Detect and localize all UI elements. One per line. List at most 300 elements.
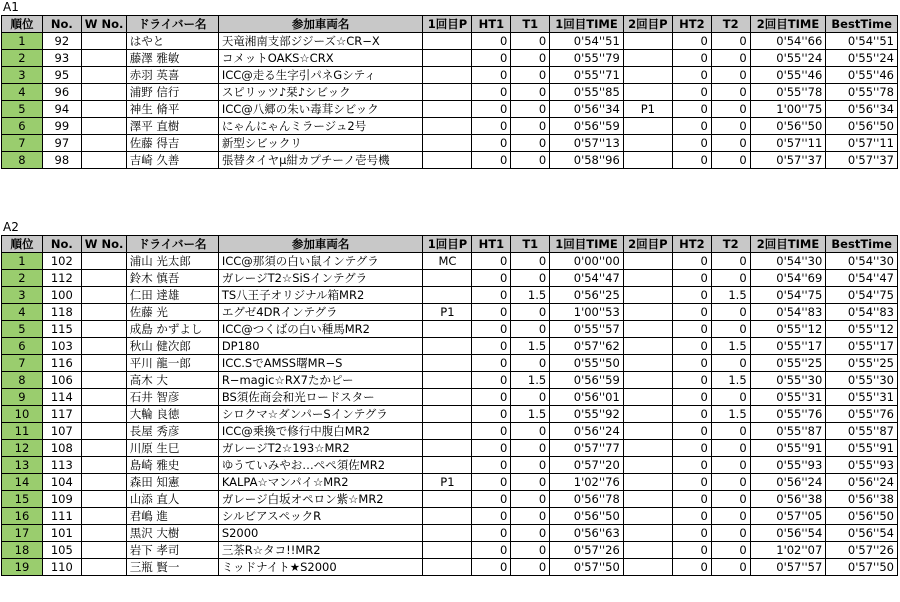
cell-car-no: 107 [42, 423, 81, 440]
cell-car-name: ICC@那須の白い鼠インテグラ [218, 253, 423, 270]
cell-ht2: 0 [672, 474, 711, 491]
cell-driver-name: 長屋 秀彦 [126, 423, 218, 440]
cell-car-name: コメットOAKS☆CRX [218, 50, 423, 67]
cell-run2-time: 0'55''31 [750, 389, 826, 406]
cell-rank: 13 [2, 457, 43, 474]
column-header-rank: 順位 [2, 16, 43, 33]
cell-run2-penalty [623, 50, 672, 67]
cell-t1: 0 [511, 423, 550, 440]
cell-best-time: 0'57''26 [826, 542, 898, 559]
cell-rank: 12 [2, 440, 43, 457]
cell-ht1: 0 [472, 423, 511, 440]
header-row [2, 236, 898, 253]
cell-driver-name: はやと [126, 33, 218, 50]
table-row [2, 389, 898, 406]
cell-ht2: 0 [672, 338, 711, 355]
cell-run2-penalty [623, 559, 672, 576]
cell-run2-penalty [623, 84, 672, 101]
cell-t2: 0 [711, 440, 750, 457]
cell-run2-time: 0'55''12 [750, 321, 826, 338]
results-table-a2 [1, 235, 898, 576]
cell-run1-penalty [423, 372, 472, 389]
cell-best-time: 0'56''54 [826, 525, 898, 542]
cell-run1-penalty [423, 508, 472, 525]
cell-car-name: エグゼ4DRインテグラ [218, 304, 423, 321]
table-row [2, 491, 898, 508]
cell-run2-penalty [623, 406, 672, 423]
table-row [2, 355, 898, 372]
cell-driver-name: 大輪 良徳 [126, 406, 218, 423]
cell-run1-time: 0'57''26 [550, 542, 624, 559]
cell-w-no [81, 135, 126, 152]
cell-best-time: 0'57''50 [826, 559, 898, 576]
cell-rank: 6 [2, 118, 43, 135]
cell-ht2: 0 [672, 84, 711, 101]
column-header-car-no: No. [42, 236, 81, 253]
cell-ht2: 0 [672, 67, 711, 84]
cell-run1-time: 0'56''59 [550, 372, 624, 389]
cell-ht1: 0 [472, 84, 511, 101]
cell-run1-time: 0'55''50 [550, 355, 624, 372]
cell-car-no: 112 [42, 270, 81, 287]
cell-t2: 0 [711, 253, 750, 270]
cell-ht1: 0 [472, 33, 511, 50]
cell-run1-time: 0'56''78 [550, 491, 624, 508]
cell-w-no [81, 152, 126, 169]
cell-run1-penalty: P1 [423, 474, 472, 491]
cell-best-time: 0'55''78 [826, 84, 898, 101]
cell-car-no: 96 [42, 84, 81, 101]
table-row [2, 423, 898, 440]
column-header-ht2: HT2 [672, 236, 711, 253]
column-header-car-name: 参加車両名 [218, 236, 423, 253]
cell-t1: 0 [511, 101, 550, 118]
cell-rank: 18 [2, 542, 43, 559]
cell-t1: 1.5 [511, 372, 550, 389]
cell-rank: 2 [2, 270, 43, 287]
cell-t2: 0 [711, 525, 750, 542]
cell-run1-time: 0'54''51 [550, 33, 624, 50]
cell-car-name: KALPA☆マンパイ☆MR2 [218, 474, 423, 491]
cell-car-no: 115 [42, 321, 81, 338]
cell-t1: 0 [511, 389, 550, 406]
cell-best-time: 0'56''50 [826, 508, 898, 525]
cell-run1-time: 0'56''24 [550, 423, 624, 440]
cell-best-time: 0'55''17 [826, 338, 898, 355]
cell-car-name: シロクマ☆ダンパーSインテグラ [218, 406, 423, 423]
column-header-run1-time: 1回目TIME [550, 16, 624, 33]
cell-t1: 1.5 [511, 287, 550, 304]
cell-driver-name: 仁田 達雄 [126, 287, 218, 304]
cell-w-no [81, 338, 126, 355]
column-header-run1-penalty: 1回目P [423, 16, 472, 33]
column-header-run2-time: 2回目TIME [750, 16, 826, 33]
cell-t1: 0 [511, 559, 550, 576]
cell-run1-time: 0'55''71 [550, 67, 624, 84]
cell-car-no: 101 [42, 525, 81, 542]
table-row [2, 508, 898, 525]
cell-ht1: 0 [472, 525, 511, 542]
table-row [2, 50, 898, 67]
cell-run1-penalty [423, 270, 472, 287]
cell-ht1: 0 [472, 457, 511, 474]
cell-ht2: 0 [672, 118, 711, 135]
cell-rank: 4 [2, 304, 43, 321]
cell-run2-time: 0'55''24 [750, 50, 826, 67]
cell-run2-penalty [623, 474, 672, 491]
cell-run2-penalty [623, 270, 672, 287]
cell-t1: 1.5 [511, 406, 550, 423]
column-header-w-no: W No. [81, 236, 126, 253]
cell-t1: 0 [511, 304, 550, 321]
cell-t2: 1.5 [711, 372, 750, 389]
cell-t1: 0 [511, 50, 550, 67]
cell-run2-time: 0'55''46 [750, 67, 826, 84]
cell-driver-name: 君嶋 進 [126, 508, 218, 525]
cell-w-no [81, 50, 126, 67]
cell-driver-name: 神生 脩平 [126, 101, 218, 118]
cell-rank: 14 [2, 474, 43, 491]
cell-run2-time: 0'57''05 [750, 508, 826, 525]
cell-ht2: 0 [672, 270, 711, 287]
table-row [2, 406, 898, 423]
cell-run1-time: 0'55''57 [550, 321, 624, 338]
cell-run1-time: 1'02''76 [550, 474, 624, 491]
cell-best-time: 0'54''75 [826, 287, 898, 304]
cell-run1-time: 0'56''25 [550, 287, 624, 304]
cell-best-time: 0'55''31 [826, 389, 898, 406]
cell-t2: 0 [711, 423, 750, 440]
cell-car-no: 103 [42, 338, 81, 355]
cell-run2-penalty [623, 389, 672, 406]
column-header-driver-name: ドライバー名 [126, 236, 218, 253]
table-row [2, 84, 898, 101]
cell-rank: 2 [2, 50, 43, 67]
cell-car-name: ICC.SでAMSS曙MR−S [218, 355, 423, 372]
cell-best-time: 0'56''34 [826, 101, 898, 118]
column-header-car-no: No. [42, 16, 81, 33]
cell-t2: 0 [711, 33, 750, 50]
cell-rank: 8 [2, 372, 43, 389]
cell-run2-time: 1'02''07 [750, 542, 826, 559]
table-row [2, 542, 898, 559]
cell-car-no: 106 [42, 372, 81, 389]
table-row [2, 321, 898, 338]
cell-run2-time: 0'55''30 [750, 372, 826, 389]
cell-t1: 0 [511, 542, 550, 559]
cell-t1: 0 [511, 253, 550, 270]
cell-rank: 7 [2, 355, 43, 372]
cell-run2-time: 0'55''76 [750, 406, 826, 423]
cell-w-no [81, 304, 126, 321]
cell-best-time: 0'56''24 [826, 474, 898, 491]
cell-t2: 0 [711, 304, 750, 321]
cell-ht1: 0 [472, 338, 511, 355]
cell-t1: 0 [511, 135, 550, 152]
cell-t2: 0 [711, 84, 750, 101]
cell-run1-penalty [423, 423, 472, 440]
cell-car-no: 102 [42, 253, 81, 270]
cell-run2-penalty [623, 423, 672, 440]
cell-driver-name: 石井 智彦 [126, 389, 218, 406]
cell-t1: 0 [511, 67, 550, 84]
section-label-a1: A1 [3, 0, 19, 14]
column-header-ht2: HT2 [672, 16, 711, 33]
cell-ht1: 0 [472, 152, 511, 169]
cell-driver-name: 浦野 信行 [126, 84, 218, 101]
cell-w-no [81, 423, 126, 440]
cell-run2-penalty [623, 355, 672, 372]
cell-run1-penalty [423, 355, 472, 372]
table-row [2, 152, 898, 169]
cell-w-no [81, 67, 126, 84]
cell-driver-name: 島崎 雅史 [126, 457, 218, 474]
cell-run2-penalty [623, 118, 672, 135]
cell-run2-penalty: P1 [623, 101, 672, 118]
cell-ht1: 0 [472, 474, 511, 491]
cell-t2: 0 [711, 50, 750, 67]
cell-run2-penalty [623, 152, 672, 169]
cell-t2: 0 [711, 118, 750, 135]
cell-run2-time: 0'56''24 [750, 474, 826, 491]
cell-driver-name: 佐藤 得吉 [126, 135, 218, 152]
cell-run1-penalty [423, 287, 472, 304]
cell-car-no: 117 [42, 406, 81, 423]
cell-w-no [81, 355, 126, 372]
cell-ht1: 0 [472, 50, 511, 67]
cell-car-name: S2000 [218, 525, 423, 542]
cell-run2-time: 0'55''93 [750, 457, 826, 474]
cell-run1-penalty [423, 33, 472, 50]
cell-t2: 0 [711, 101, 750, 118]
cell-run2-time: 0'54''69 [750, 270, 826, 287]
cell-car-name: スピリッツ♪栞♪シビック [218, 84, 423, 101]
table-row [2, 67, 898, 84]
cell-rank: 10 [2, 406, 43, 423]
cell-car-no: 95 [42, 67, 81, 84]
cell-ht2: 0 [672, 253, 711, 270]
cell-run1-time: 0'56''34 [550, 101, 624, 118]
cell-rank: 5 [2, 101, 43, 118]
cell-car-no: 97 [42, 135, 81, 152]
cell-run1-penalty [423, 525, 472, 542]
cell-rank: 9 [2, 389, 43, 406]
cell-run1-time: 0'56''63 [550, 525, 624, 542]
cell-ht1: 0 [472, 270, 511, 287]
cell-run1-penalty [423, 491, 472, 508]
cell-run1-penalty [423, 152, 472, 169]
cell-car-name: にゃんにゃんミラージュ2号 [218, 118, 423, 135]
cell-rank: 1 [2, 253, 43, 270]
cell-run1-penalty [423, 101, 472, 118]
cell-car-name: 天竜湘南支部ジジーズ☆CR−X [218, 33, 423, 50]
column-header-t2: T2 [711, 236, 750, 253]
cell-t2: 0 [711, 508, 750, 525]
cell-w-no [81, 474, 126, 491]
cell-t1: 0 [511, 270, 550, 287]
cell-run2-time: 0'54''83 [750, 304, 826, 321]
cell-car-no: 108 [42, 440, 81, 457]
cell-run1-penalty [423, 389, 472, 406]
column-header-run1-time: 1回目TIME [550, 236, 624, 253]
cell-run1-time: 0'56''01 [550, 389, 624, 406]
cell-t2: 0 [711, 389, 750, 406]
cell-car-no: 93 [42, 50, 81, 67]
cell-car-name: BS須佐商会和光ロードスター [218, 389, 423, 406]
cell-t1: 0 [511, 474, 550, 491]
cell-w-no [81, 525, 126, 542]
cell-rank: 3 [2, 67, 43, 84]
table-row [2, 559, 898, 576]
cell-run2-time: 0'55''78 [750, 84, 826, 101]
cell-car-name: ICC@走る生字引パネGシティ [218, 67, 423, 84]
cell-best-time: 0'55''12 [826, 321, 898, 338]
cell-driver-name: 吉崎 久善 [126, 152, 218, 169]
table-row [2, 135, 898, 152]
cell-t1: 0 [511, 33, 550, 50]
cell-rank: 5 [2, 321, 43, 338]
cell-driver-name: 山添 直人 [126, 491, 218, 508]
cell-driver-name: 浦山 光太郎 [126, 253, 218, 270]
cell-w-no [81, 559, 126, 576]
column-header-ht1: HT1 [472, 16, 511, 33]
cell-ht2: 0 [672, 33, 711, 50]
cell-car-name: ガレージT2☆SiSインテグラ [218, 270, 423, 287]
column-header-run2-penalty: 2回目P [623, 236, 672, 253]
cell-run2-time: 1'00''75 [750, 101, 826, 118]
column-header-run1-penalty: 1回目P [423, 236, 472, 253]
table-row [2, 118, 898, 135]
cell-best-time: 0'54''47 [826, 270, 898, 287]
cell-best-time: 0'57''37 [826, 152, 898, 169]
table-row [2, 253, 898, 270]
cell-w-no [81, 253, 126, 270]
cell-driver-name: 秋山 健次郎 [126, 338, 218, 355]
cell-driver-name: 岩下 孝司 [126, 542, 218, 559]
cell-car-name: 新型シビックリ [218, 135, 423, 152]
cell-run1-penalty [423, 50, 472, 67]
cell-ht2: 0 [672, 372, 711, 389]
cell-t2: 0 [711, 67, 750, 84]
cell-run2-time: 0'56''54 [750, 525, 826, 542]
cell-car-no: 109 [42, 491, 81, 508]
cell-t2: 0 [711, 491, 750, 508]
cell-car-no: 118 [42, 304, 81, 321]
cell-t2: 1.5 [711, 406, 750, 423]
cell-ht1: 0 [472, 67, 511, 84]
cell-driver-name: 佐藤 光 [126, 304, 218, 321]
cell-run1-penalty [423, 135, 472, 152]
cell-run1-penalty [423, 406, 472, 423]
cell-run2-time: 0'55''17 [750, 338, 826, 355]
cell-ht2: 0 [672, 355, 711, 372]
cell-run1-time: 0'57''13 [550, 135, 624, 152]
table-row [2, 101, 898, 118]
cell-car-name: ガレージ白坂オペロン紫☆MR2 [218, 491, 423, 508]
cell-ht1: 0 [472, 372, 511, 389]
cell-run1-time: 0'00''00 [550, 253, 624, 270]
cell-car-name: 張替タイヤμ紺カプチーノ壱号機 [218, 152, 423, 169]
cell-run2-penalty [623, 491, 672, 508]
cell-run1-time: 0'56''50 [550, 508, 624, 525]
cell-car-no: 111 [42, 508, 81, 525]
cell-run1-time: 0'55''79 [550, 50, 624, 67]
cell-rank: 1 [2, 33, 43, 50]
column-header-t2: T2 [711, 16, 750, 33]
cell-driver-name: 黒沢 大樹 [126, 525, 218, 542]
cell-car-name: ICC@乗換で修行中腹白MR2 [218, 423, 423, 440]
cell-t2: 0 [711, 321, 750, 338]
cell-w-no [81, 508, 126, 525]
cell-w-no [81, 84, 126, 101]
cell-ht1: 0 [472, 321, 511, 338]
cell-best-time: 0'55''93 [826, 457, 898, 474]
cell-w-no [81, 287, 126, 304]
cell-run1-time: 0'57''20 [550, 457, 624, 474]
cell-w-no [81, 33, 126, 50]
cell-run2-time: 0'56''50 [750, 118, 826, 135]
column-header-w-no: W No. [81, 16, 126, 33]
cell-run2-penalty [623, 372, 672, 389]
cell-best-time: 0'56''50 [826, 118, 898, 135]
cell-driver-name: 成島 かずよし [126, 321, 218, 338]
cell-run1-penalty [423, 67, 472, 84]
table-row [2, 33, 898, 50]
cell-ht2: 0 [672, 287, 711, 304]
cell-car-name: ICC@つくばの白い種馬MR2 [218, 321, 423, 338]
cell-t1: 0 [511, 84, 550, 101]
table-row [2, 457, 898, 474]
cell-t2: 0 [711, 542, 750, 559]
cell-ht2: 0 [672, 440, 711, 457]
cell-run1-time: 1'00''53 [550, 304, 624, 321]
cell-w-no [81, 406, 126, 423]
cell-driver-name: 平川 龍一郎 [126, 355, 218, 372]
cell-driver-name: 高木 大 [126, 372, 218, 389]
cell-car-no: 114 [42, 389, 81, 406]
cell-driver-name: 赤羽 英喜 [126, 67, 218, 84]
cell-rank: 15 [2, 491, 43, 508]
cell-run2-penalty [623, 67, 672, 84]
cell-ht1: 0 [472, 118, 511, 135]
column-header-t1: T1 [511, 16, 550, 33]
cell-best-time: 0'54''30 [826, 253, 898, 270]
table-row [2, 525, 898, 542]
cell-run1-penalty [423, 321, 472, 338]
cell-best-time: 0'55''25 [826, 355, 898, 372]
table-row [2, 440, 898, 457]
cell-car-no: 100 [42, 287, 81, 304]
cell-rank: 7 [2, 135, 43, 152]
cell-t2: 0 [711, 152, 750, 169]
cell-car-name: ミッドナイト★S2000 [218, 559, 423, 576]
column-header-t1: T1 [511, 236, 550, 253]
cell-rank: 11 [2, 423, 43, 440]
table-row [2, 304, 898, 321]
cell-car-no: 99 [42, 118, 81, 135]
cell-ht2: 0 [672, 389, 711, 406]
cell-run2-time: 0'57''11 [750, 135, 826, 152]
cell-run2-time: 0'54''75 [750, 287, 826, 304]
cell-car-name: DP180 [218, 338, 423, 355]
cell-driver-name: 鈴木 慎吾 [126, 270, 218, 287]
cell-ht2: 0 [672, 457, 711, 474]
cell-run2-time: 0'55''87 [750, 423, 826, 440]
cell-ht1: 0 [472, 542, 511, 559]
cell-rank: 19 [2, 559, 43, 576]
cell-run2-penalty [623, 33, 672, 50]
cell-ht1: 0 [472, 389, 511, 406]
